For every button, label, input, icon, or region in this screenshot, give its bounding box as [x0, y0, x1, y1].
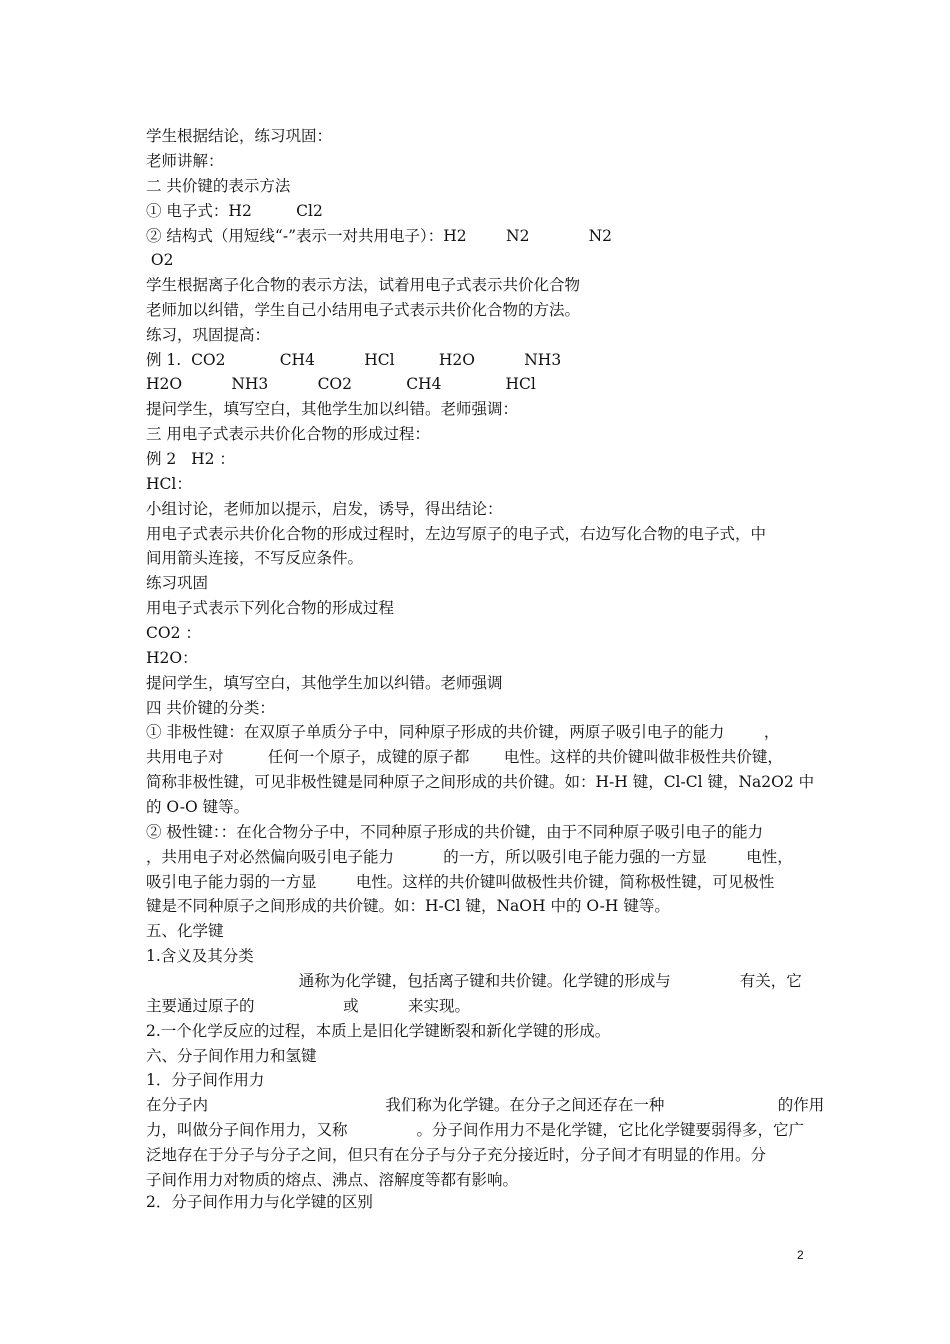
text-line: 例 2 H2 ：: [146, 450, 235, 468]
text-line: H2O：: [146, 649, 198, 667]
text-line: 用电子式表示共价化合物的形成过程时，左边写原子的电子式，右边写化合物的电子式，中: [146, 525, 767, 543]
text-line: 2.一个化学反应的过程，本质上是旧化学键断裂和新化学键的形成。: [146, 1022, 611, 1040]
text-line: 二 共价键的表示方法: [146, 177, 291, 195]
text-line: 老师讲解：: [146, 152, 224, 170]
text-line: 提问学生，填写空白，其他学生加以纠错。老师强调: [146, 674, 503, 692]
text-line: 的 O-O 键等。: [146, 798, 250, 816]
text-line: 老师加以纠错，学生自己小结用电子式表示共价化合物的方法。: [146, 301, 581, 319]
text-line: 主要通过原子的 或 来实现。: [146, 997, 470, 1015]
text-line: H2O NH3 CO2 CH4 HCl: [146, 375, 536, 393]
text-line: 用电子式表示下列化合物的形成过程: [146, 599, 395, 617]
text-line: 在分子内 我们称为化学键。在分子之间还存在一种 的作用: [146, 1096, 825, 1114]
text-line: 小组讨论，老师加以提示，启发，诱导，得出结论：: [146, 500, 503, 518]
text-line: ① 电子式：H2 Cl2: [146, 202, 323, 220]
text-line: HCl：: [146, 475, 192, 493]
text-line: 四 共价键的分类：: [146, 699, 275, 717]
text-line: 五、化学键: [146, 922, 224, 940]
page-number: 2: [797, 1248, 804, 1262]
text-line: 学生根据离子化合物的表示方法，试着用电子式表示共价化合物: [146, 276, 581, 294]
text-line: 2．分子间作用力与化学键的区别: [146, 1193, 373, 1212]
text-line: ② 极性键：：在化合物分子中，不同种原子形成的共价键，由于不同种原子吸引电子的能力: [146, 823, 764, 841]
text-line: 学生根据结论，练习巩固：: [146, 127, 333, 145]
text-line: 泛地存在于分子与分子之间，但只有在分子与分子充分接近时，分子间才有明显的作用。分: [146, 1146, 767, 1164]
text-line: 吸引电子能力弱的一方显 电性。这样的共价键叫做极性共价键，简称极性键，可见极性: [146, 873, 775, 891]
text-line: 三 用电子式表示共价化合物的形成过程：: [146, 425, 430, 443]
text-line: 1.含义及其分类: [146, 947, 254, 965]
text-line: 例 1. CO2 CH4 HCl H2O NH3: [146, 351, 562, 369]
text-line: 练习，巩固提高：: [146, 326, 271, 344]
text-line: 间用箭头连接，不写反应条件。: [146, 549, 364, 567]
text-line: O2: [146, 251, 174, 269]
text-line: 简称非极性键，可见非极性键是同种原子之间形成的共价键。如：H-H 键，Cl-Cl 键，Na2O2 中: [146, 773, 815, 791]
text-line: 键是不同种原子之间形成的共价键。如：H-Cl 键，NaOH 中的 O-H 键等。: [146, 897, 670, 915]
text-line: ① 非极性键：在双原子单质分子中，同种原子形成的共价键，两原子吸引电子的能力 ，: [146, 723, 780, 741]
text-line: 子间作用力对物质的熔点、沸点、溶解度等都有影响。: [146, 1171, 519, 1189]
text-line: 练习巩固: [146, 574, 209, 592]
text-line: ② 结构式（用短线“-”表示一对共用电子）：H2 N2 N2: [146, 227, 613, 245]
text-line: 力，叫做分子间作用力，又称 。分子间作用力不是化学键，它比化学键要弱得多，它广: [146, 1121, 804, 1139]
text-line: 共用电子对 任何一个原子，成键的原子都 电性。这样的共价键叫做非极性共价键，: [146, 748, 783, 766]
text-line: 1．分子间作用力: [146, 1071, 265, 1089]
text-line: 提问学生，填写空白，其他学生加以纠错。老师强调：: [146, 400, 519, 418]
text-line: CO2 ：: [146, 624, 201, 642]
text-line: 通称为化学键，包括离子键和共价键。化学键的形成与 有关，它: [146, 972, 802, 990]
text-line: ，共用电子对必然偏向吸引电子能力 的一方，所以吸引电子能力强的一方显 电性，: [146, 848, 793, 866]
text-line: 六、分子间作用力和氢键: [146, 1047, 317, 1065]
